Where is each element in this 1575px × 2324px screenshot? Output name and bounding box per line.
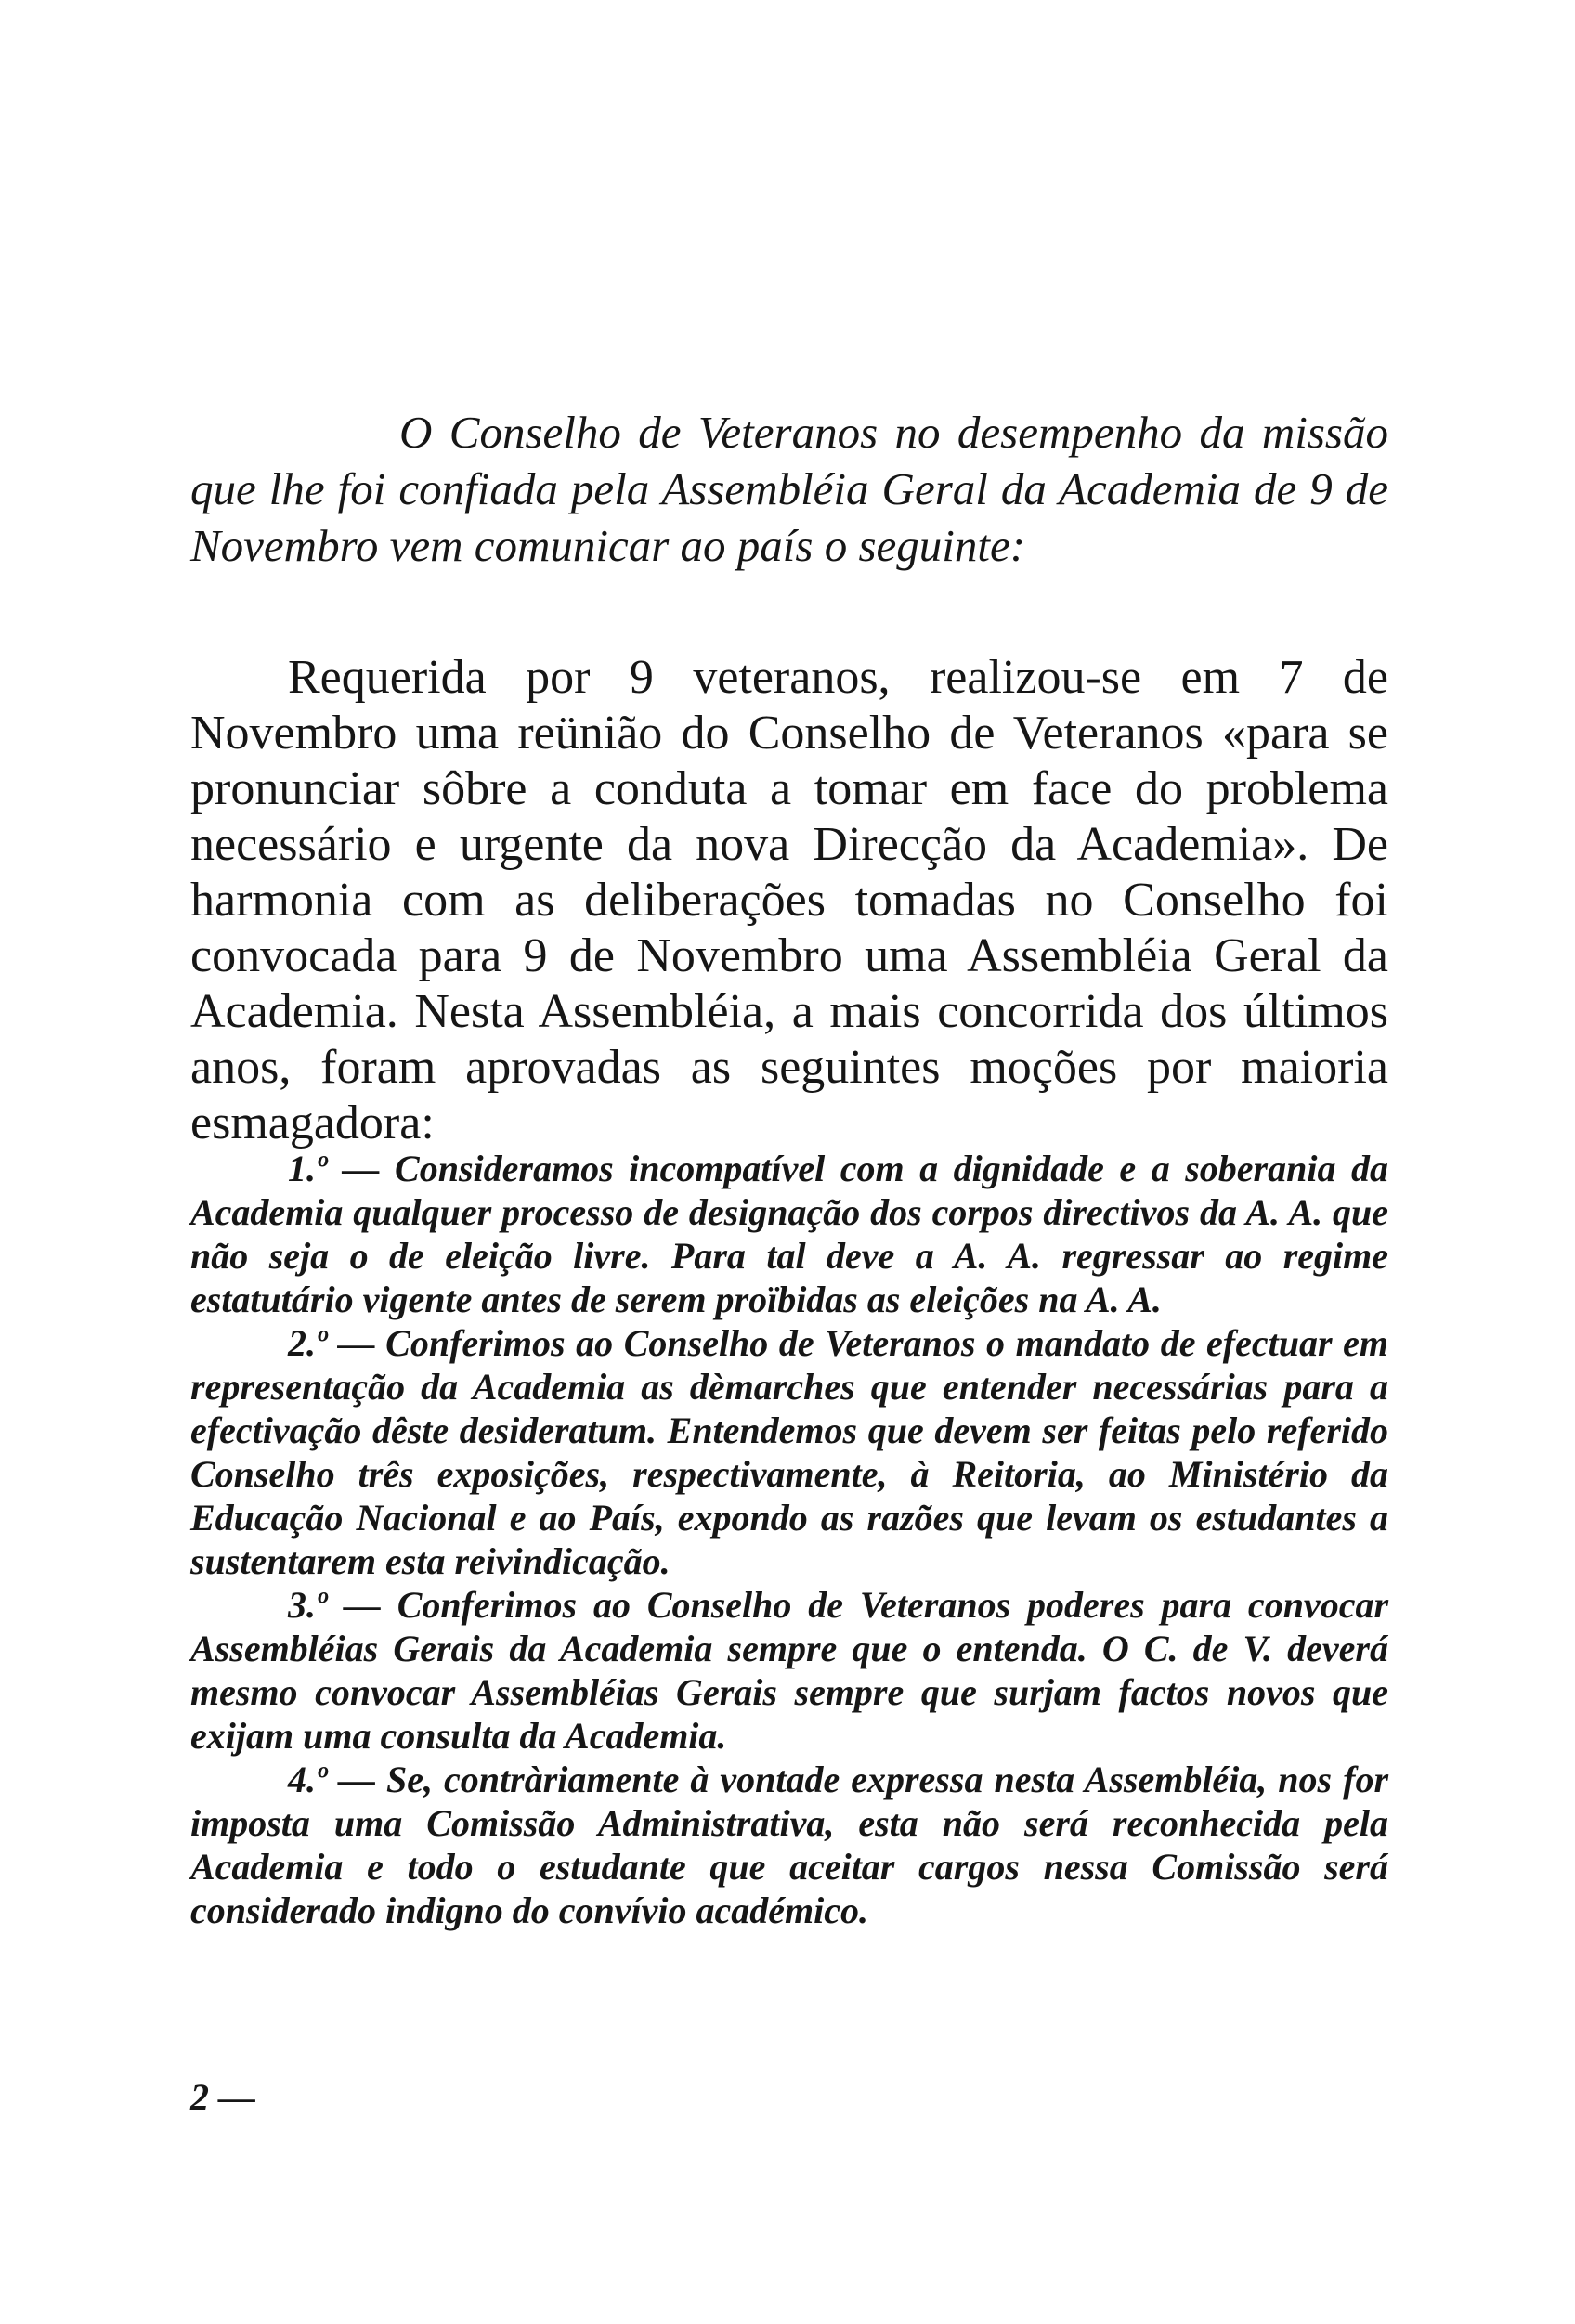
intro-paragraph: O Conselho de Veteranos no desempenho da missão que lhe foi confiada pela Assembléia Geral da Academia de 9 de Novembro vem comunicar ao país o seguinte: <box>190 407 1388 571</box>
motion-3 <box>190 1583 1388 1758</box>
motion-2 <box>190 1321 1388 1583</box>
motion-text: Consideramos incompatível com a dignidade e a soberania da Academia qualquer processo de designação dos corpos directivos da A. A. que não seja o de eleição livre. Para tal deve a A. A. regressar ao regime estatutário vigente antes de serem proïbidas as eleições na A. A. <box>190 1148 1388 1320</box>
motion-1 <box>190 1147 1388 1321</box>
motion-number: 3.º — <box>288 1584 381 1626</box>
motion-text: Se, contràriamente à vontade expressa nesta Assembléia, nos for imposta uma Comissão Administrativa, esta não será reconhecida pela Academia e todo o estudante que aceitar cargos nessa Comissão será considerado indigno do convívio académico. <box>190 1759 1389 1931</box>
motion-text: Conferimos ao Conselho de Veteranos poderes para convocar Assembléias Gerais da Academia sempre que o entenda. O C. de V. deverá mesmo convocar Assembléias Gerais sempre que surjam factos novos que exijam uma consulta da Academia. <box>190 1584 1389 1757</box>
motion-number: 2.º — <box>288 1322 375 1364</box>
page-number: 2 — <box>190 2076 255 2118</box>
motion-4 <box>190 1758 1388 1932</box>
motion-text: Conferimos ao Conselho de Veteranos o mandato de efectuar em representação da Academia as dèmarches que entender necessárias para a efectivação dêste desideratum. Entendemos que devem ser feitas pelo referido Conselho três exposições, respectivamente, à Reitoria, ao Ministério da Educação Nacional e ao País, expondo as razões que levam os estudantes a sustentarem esta reivindicação. <box>190 1322 1388 1582</box>
body-paragraph: Requerida por 9 veteranos, realizou-se em 7 de Novembro uma reünião do Conselho de Veteranos «para se pronunciar sôbre a conduta a tomar em face do problema necessário e urgente da nova Direcção da Academia». De harmonia com as deliberações tomadas no Conselho foi convocada para 9 de Novembro uma Assembléia Geral da Academia. Nesta Assembléia, a mais concorrida dos últimos anos, foram aprovadas as seguintes moções por maioria esmagadora: <box>190 651 1388 1149</box>
motion-number: 4.º — <box>288 1759 375 1800</box>
motions-list <box>190 1147 1388 1932</box>
motion-number: 1.º — <box>288 1148 380 1189</box>
